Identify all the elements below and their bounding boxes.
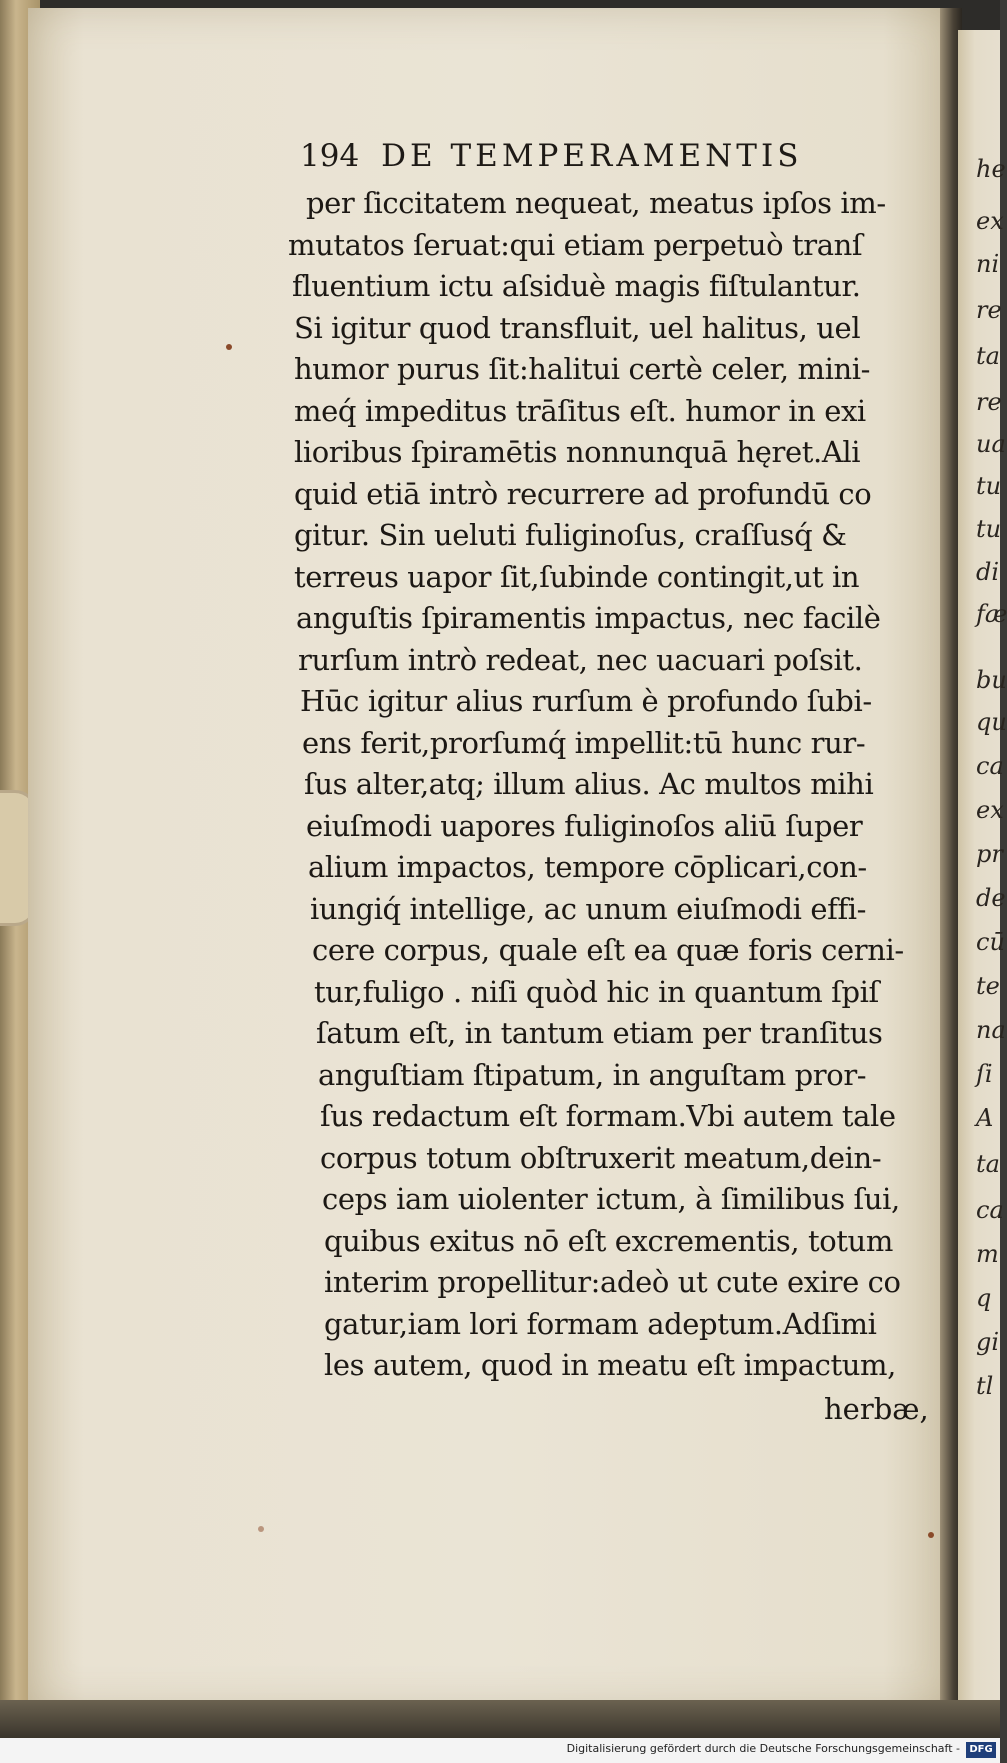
- text-line: anguſtis ſpiramentis impactus, nec facilè: [296, 601, 881, 635]
- text-line: alium impactos, tempore cōplicari,con-: [308, 850, 867, 884]
- text-line: ens ferit,prorſumq́ impellit:tū hunc rur-: [302, 725, 866, 760]
- text-line: ſus alter,atq; illum alius. Ac multos mihi: [304, 767, 874, 801]
- next-page-fragment: ua: [976, 430, 1006, 458]
- text-line: meq́ impeditus trāſitus eſt. humor in exi: [294, 393, 866, 428]
- next-page-fragment: ex: [976, 796, 1004, 824]
- next-page-fragment: ca: [976, 1196, 1004, 1224]
- text-line: les autem, quod in meatu eſt impactum,: [324, 1348, 896, 1382]
- next-page-fragment: ex: [976, 207, 1004, 235]
- next-page-fragment: tl: [976, 1372, 994, 1400]
- next-page-fragment: he: [976, 155, 1006, 183]
- footer-credit: Digitalisierung gefördert durch die Deutsche Forschungsgemeinschaft -: [566, 1742, 960, 1755]
- text-line: corpus totum obſtruxerit meatum,dein-: [320, 1140, 882, 1175]
- next-page-fragment: de: [976, 884, 1006, 912]
- next-page-fragment: m: [976, 1240, 999, 1268]
- text-line: humor purus ſit:halitui certè celer, mini-: [294, 352, 871, 386]
- digitization-footer: [0, 1738, 1000, 1763]
- next-page-fragment: di: [976, 558, 1000, 586]
- paper-spot: [928, 1532, 934, 1538]
- text-line: anguſtiam ſtipatum, in anguſtam pror-: [318, 1057, 867, 1092]
- next-page-fragment: qu: [976, 708, 1007, 736]
- next-page-fragment: na: [976, 1016, 1006, 1044]
- text-line: mutatos ſeruat:qui etiam perpetuò tranſ: [288, 227, 863, 262]
- next-page-fragment: gi: [976, 1328, 1000, 1356]
- text-line: gatur,iam lori formam adeptum.Adſimi: [324, 1306, 877, 1341]
- running-title: DE TEMPERAMENTIS: [381, 138, 803, 174]
- catchword: herbæ,: [824, 1392, 929, 1426]
- text-line: eiuſmodi uapores fuliginoſos aliū ſuper: [306, 808, 863, 843]
- text-line: terreus uapor ſit,ſubinde contingit,ut in: [294, 559, 860, 594]
- text-line: Hūc igitur alius rurſum è profundo ſubi-: [300, 684, 872, 718]
- text-line: ſatum eſt, in tantum etiam per tranſitus: [316, 1016, 883, 1050]
- text-line: ſus redactum eſt formam.Vbi autem tale: [320, 1099, 896, 1133]
- next-page-fragment: tu: [976, 515, 1002, 543]
- text-line: tur,fuligo . niſi quòd hic in quantum ſpiſ: [314, 974, 879, 1009]
- text-line: quid etiā intrò recurrere ad profundū co: [294, 476, 872, 511]
- dfg-logo: DFG: [966, 1742, 996, 1758]
- next-page-fragment: cū: [976, 928, 1005, 956]
- next-page-fragment: A: [976, 1104, 994, 1132]
- next-page-fragment: q: [976, 1284, 992, 1312]
- next-page-fragment: te: [976, 972, 1000, 1000]
- paper-spot: [226, 344, 232, 350]
- next-page-fragment: pr: [976, 840, 1003, 868]
- show-through: [160, 735, 300, 763]
- show-through: [160, 648, 300, 676]
- text-line: fluentium ictu aſsiduè magis fiſtulantur.: [292, 269, 861, 303]
- text-line: Si igitur quod transfluit, uel halitus, uel: [294, 310, 861, 345]
- paper-spot: [258, 1526, 264, 1532]
- next-page-fragment: re: [976, 388, 1002, 416]
- show-through: [160, 688, 300, 716]
- text-line: gitur. Sin ueluti fuliginoſus, craſſusq́ &: [294, 518, 847, 552]
- next-page-fragment: ca: [976, 752, 1004, 780]
- next-page-fragment: ta: [976, 1150, 1000, 1178]
- next-page-fragment: re: [976, 296, 1002, 324]
- text-line: rurſum intrò redeat, nec uacuari poſsit.: [298, 642, 863, 677]
- next-page-fragment: fæ: [976, 600, 1007, 628]
- bottom-edge: [0, 1700, 1000, 1738]
- next-page-fragment: ni: [976, 250, 1000, 278]
- text-line: quibus exitus nō eſt excrementis, totum: [324, 1223, 893, 1258]
- text-line: ceps iam uiolenter ictum, à ſimilibus ſui,: [322, 1182, 900, 1216]
- text-line: lioribus ſpiramētis nonnunquā hęret.Ali: [294, 435, 861, 469]
- page-number: 194: [300, 138, 360, 174]
- next-page-edge: [958, 30, 1007, 1700]
- running-head: [300, 138, 860, 182]
- text-line: per ſiccitatem nequeat, meatus ipſos im-: [306, 186, 886, 220]
- text-line: cere corpus, quale eſt ea quæ foris cerni-: [312, 933, 904, 967]
- next-page-fragment: tu: [976, 472, 1002, 500]
- text-line: iungiq́ intellige, ac unum eiuſmodi effi-: [310, 891, 867, 926]
- text-line: interim propellitur:adeò ut cute exire co: [324, 1265, 901, 1299]
- next-page-fragment: ta: [976, 342, 1000, 370]
- next-page-fragment: ſi: [976, 1060, 993, 1088]
- next-page-fragment: bu: [976, 666, 1007, 694]
